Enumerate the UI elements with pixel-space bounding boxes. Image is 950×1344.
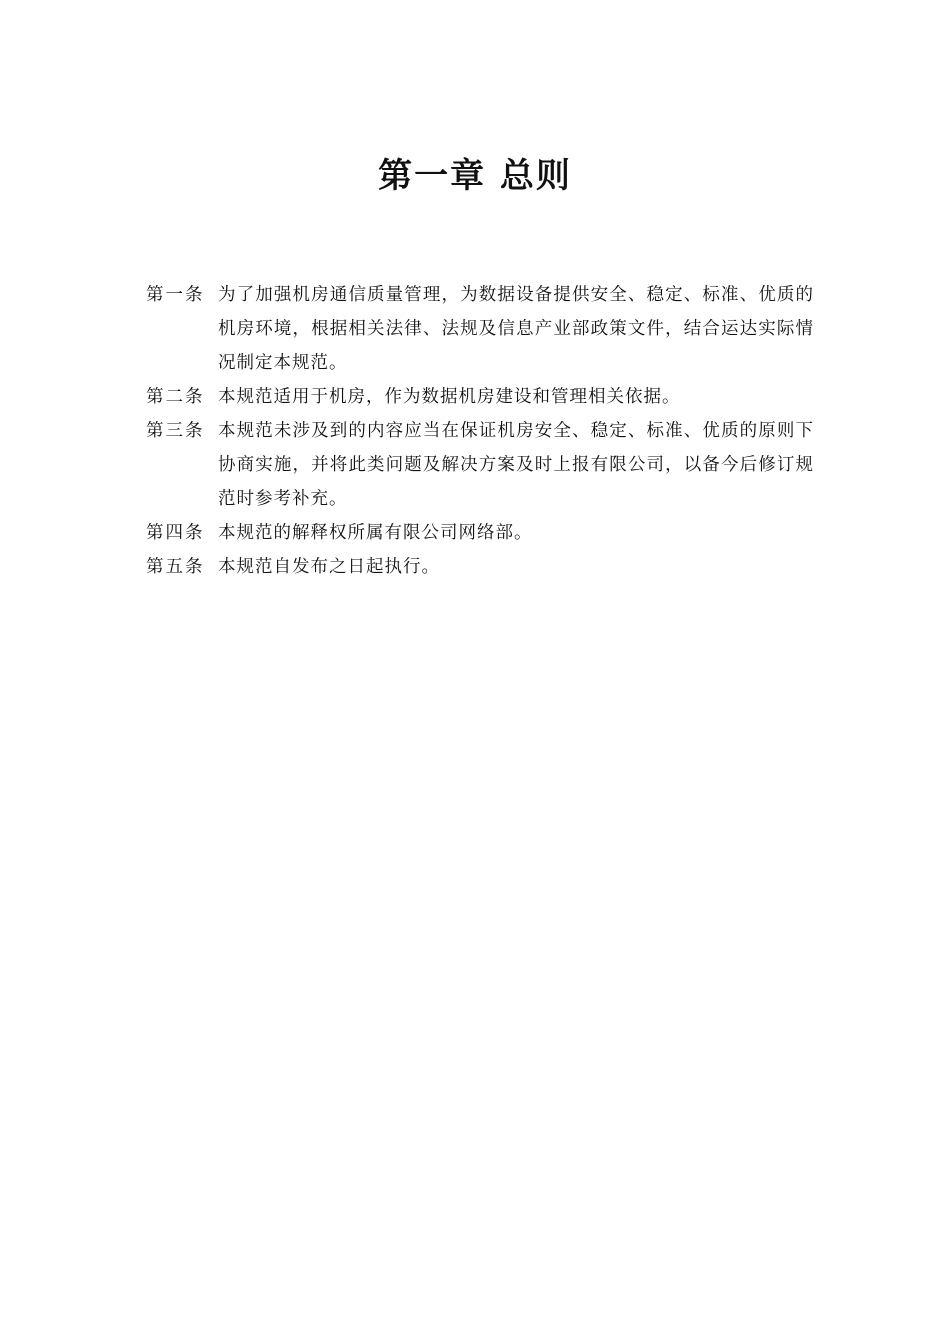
article-text: 本规范未涉及到的内容应当在保证机房安全、稳定、标准、优质的原则下协商实施，并将此类问题及解决方案及时上报有限公司，以备今后修订规范时参考补充。 xyxy=(218,421,814,509)
article-list xyxy=(146,278,814,584)
article-text: 本规范自发布之日起执行。 xyxy=(218,557,440,577)
article-2 xyxy=(146,380,814,414)
article-5 xyxy=(146,550,814,584)
article-number: 第二条 xyxy=(146,387,205,407)
article-text: 本规范适用于机房，作为数据机房建设和管理相关依据。 xyxy=(218,387,681,407)
article-1 xyxy=(146,278,814,380)
article-number: 第三条 xyxy=(146,421,205,441)
article-4 xyxy=(146,516,814,550)
chapter-title: 第一章 总则 xyxy=(378,156,572,196)
article-text: 本规范的解释权所属有限公司网络部。 xyxy=(218,523,533,543)
article-text: 为了加强机房通信质量管理，为数据设备提供安全、稳定、标准、优质的机房环境，根据相关法律、法规及信息产业部政策文件，结合运达实际情况制定本规范。 xyxy=(218,285,814,373)
article-number: 第五条 xyxy=(146,557,205,577)
article-number: 第四条 xyxy=(146,523,205,543)
article-3 xyxy=(146,414,814,516)
article-number: 第一条 xyxy=(146,285,205,305)
